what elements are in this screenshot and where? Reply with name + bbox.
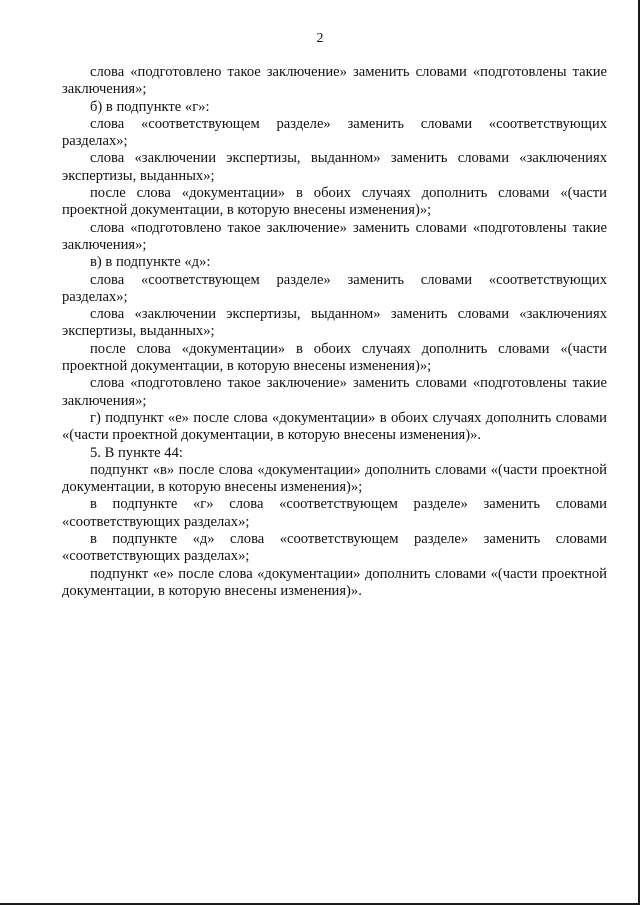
document-body [62, 64, 607, 600]
paragraph-11: слова «подготовлено такое заключение» заменить словами «подготовлены такие заключения»; [62, 375, 607, 409]
paragraph-3: слова «соответствующем разделе» заменить словами «соответствующих разделах»; [62, 115, 607, 150]
paragraph-1: слова «подготовлено такое заключение» заменить словами «подготовлены такие заключения»; [62, 64, 607, 98]
paragraph-6: слова «подготовлено такое заключение» заменить словами «подготовлены такие заключения»; [62, 219, 607, 253]
paragraph-5: после слова «документации» в обоих случаях дополнить словами «(части проектной документации, в которую внесены изменения)»; [62, 185, 607, 219]
paragraph-8: слова «соответствующем разделе» заменить словами «соответствующих разделах»; [62, 271, 607, 305]
paragraph-4: слова «заключении экспертизы, выданном» заменить словами «заключениях экспертизы, выданных»; [62, 150, 607, 184]
paragraph-2: б) в подпункте «г»: [90, 98, 210, 115]
paragraph-15: в подпункте «г» слова «соответствующем разделе» заменить словами «соответствующих разделах»; [62, 496, 607, 530]
paragraph-9: слова «заключении экспертизы, выданном» заменить словами «заключениях экспертизы, выданных»; [62, 306, 607, 340]
paragraph-7: в) в подпункте «д»: [90, 254, 211, 271]
paragraph-10: после слова «документации» в обоих случаях дополнить словами «(части проектной документации, в которую внесены изменения)»; [62, 340, 607, 375]
paragraph-16: в подпункте «д» слова «соответствующем разделе» заменить словами «соответствующих разделах»; [62, 531, 607, 565]
paragraph-14: подпункт «в» после слова «документации» дополнить словами «(части проектной документации, в которую внесены изменения)»; [62, 461, 607, 496]
page-number: 2 [316, 31, 324, 46]
paragraph-17: подпункт «е» после слова «документации» дополнить словами «(части проектной документации, в которую внесены изменения)». [62, 565, 607, 599]
paragraph-13: 5. В пункте 44: [90, 444, 183, 461]
paragraph-12: г) подпункт «е» после слова «документации» в обоих случаях дополнить словами «(части проектной документации, в которую внесены изменения)». [62, 409, 607, 444]
